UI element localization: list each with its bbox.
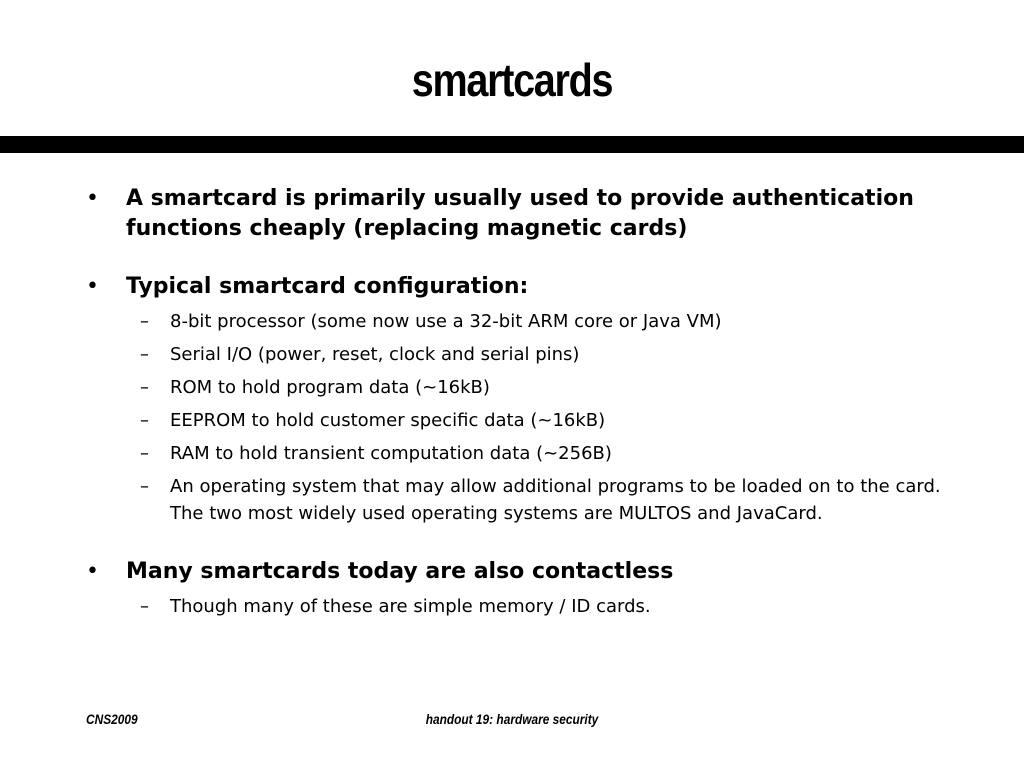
sub-list-item: [0, 407, 1024, 434]
sub-list-item: [0, 440, 1024, 467]
sub-list-item: [0, 341, 1024, 368]
sub-marker: –: [140, 344, 149, 365]
sub-marker: –: [140, 410, 149, 431]
bullet-item: [0, 557, 1024, 620]
bullet-marker: •: [86, 186, 99, 211]
sub-marker: –: [140, 311, 149, 332]
bullet-item: [0, 272, 1024, 527]
bullet-item: [0, 184, 1024, 244]
sub-list-item: [0, 473, 1024, 527]
sub-item-text: 8-bit processor (some now use a 32-bit ARM core or Java VM): [170, 311, 722, 332]
bullet-text: Typical smartcard configuration:: [126, 274, 529, 299]
sub-item-text: An operating system that may allow additional programs to be loaded on to the card. The two most widely used operating systems are MULTOS and JavaCard.: [170, 476, 941, 524]
slide-title: smartcards: [411, 54, 613, 106]
footer-handout-label: handout 19: hardware security: [425, 711, 599, 727]
sub-item-text: Though many of these are simple memory / ID cards.: [170, 596, 651, 617]
sub-item-text: ROM to hold program data (~16kB): [170, 377, 490, 398]
bullet-marker: •: [86, 559, 99, 584]
sub-marker: –: [140, 443, 149, 464]
slide-content: [0, 184, 1024, 626]
bullet-text: Many smartcards today are also contactless: [126, 559, 674, 584]
sub-item-text: RAM to hold transient computation data (~256B): [170, 443, 612, 464]
sub-list-item: [0, 593, 1024, 620]
sub-list: [0, 308, 1024, 527]
sub-marker: –: [140, 596, 149, 617]
footer-course-label: CNS2009: [86, 711, 138, 727]
sub-item-text: EEPROM to hold customer specific data (~16kB): [170, 410, 606, 431]
bullet-marker: •: [86, 274, 99, 299]
sub-list-item: [0, 374, 1024, 401]
sub-marker: –: [140, 476, 149, 497]
title-divider-bar: [0, 136, 1024, 153]
sub-list-item: [0, 308, 1024, 335]
sub-list: [0, 593, 1024, 620]
bullet-text: A smartcard is primarily usually used to provide authentication functions cheaply (replacing magnetic cards): [126, 186, 914, 241]
sub-item-text: Serial I/O (power, reset, clock and serial pins): [170, 344, 580, 365]
sub-marker: –: [140, 377, 149, 398]
